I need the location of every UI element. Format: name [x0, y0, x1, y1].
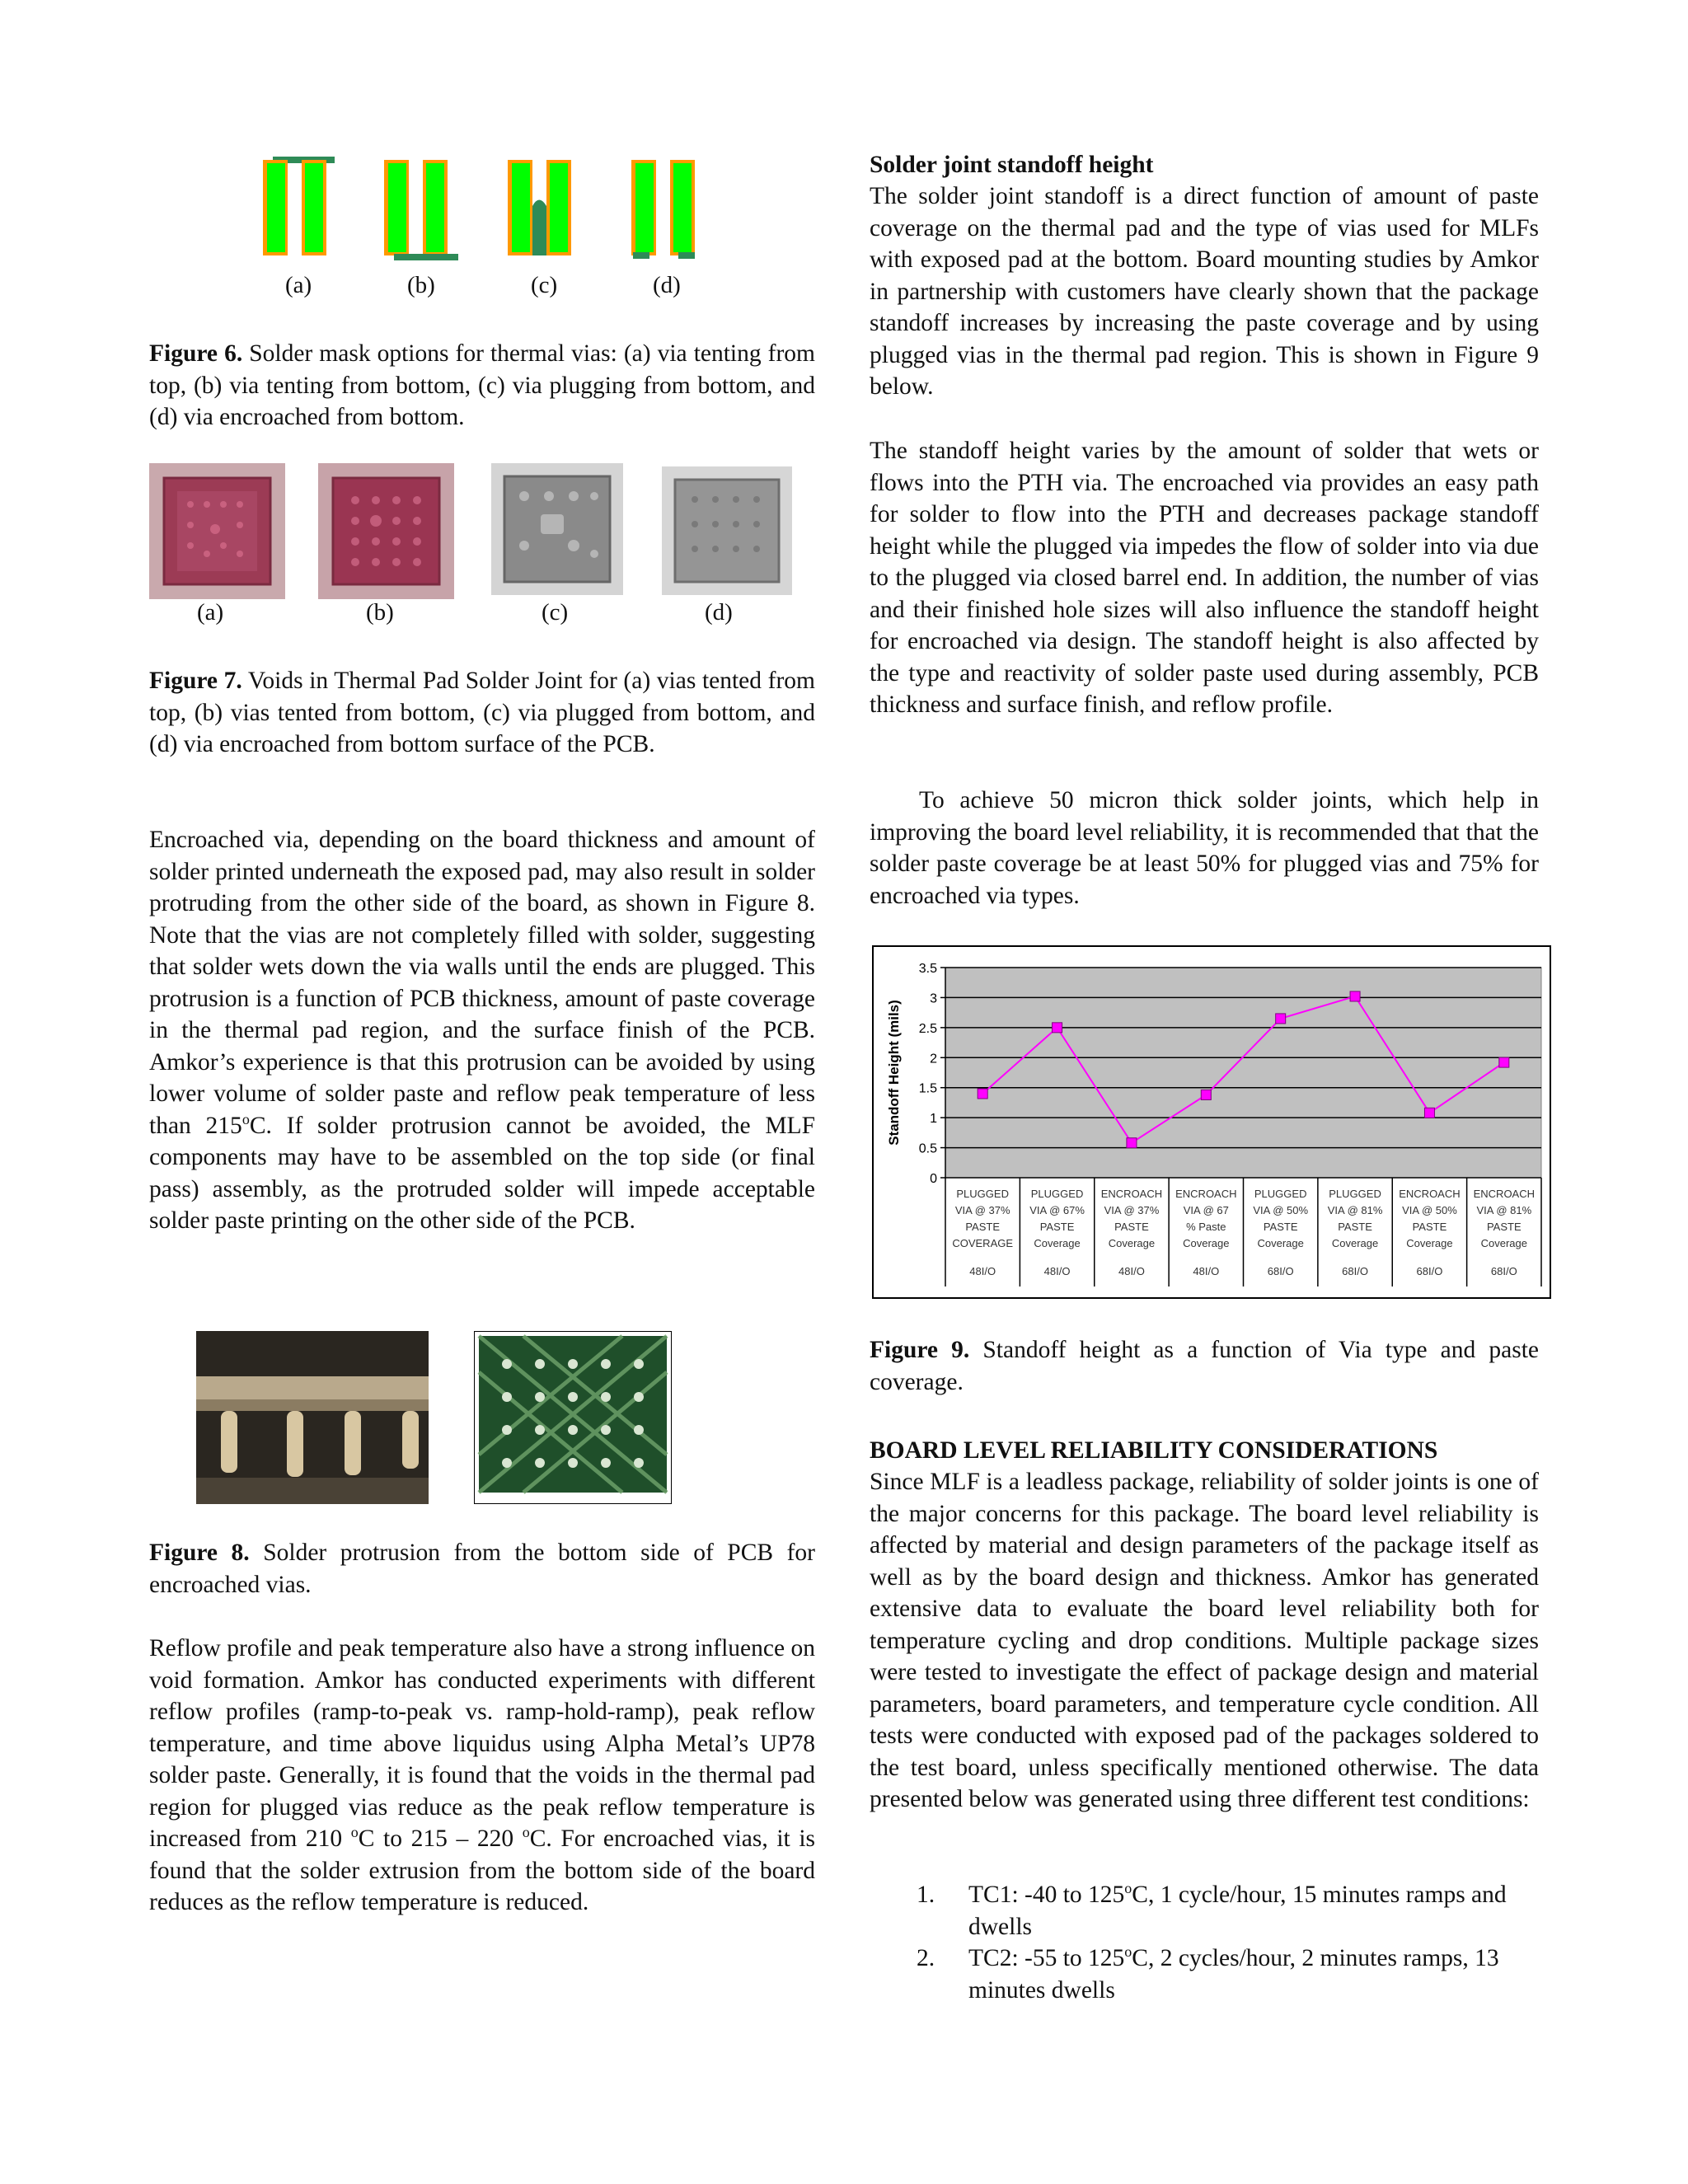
- category-label: ENCROACH: [1399, 1188, 1461, 1200]
- list-item: [870, 1943, 1539, 2006]
- data-point: [1276, 1014, 1286, 1024]
- y-tick-label: 2: [930, 1052, 937, 1066]
- category-label: VIA @ 67: [1183, 1204, 1229, 1216]
- figure7-void-photo-b: [318, 463, 454, 599]
- y-tick-label: 2.5: [918, 1021, 937, 1036]
- category-label: 68I/O: [1490, 1265, 1517, 1277]
- data-point: [1350, 991, 1360, 1001]
- data-point: [1201, 1090, 1211, 1099]
- figure7-caption: [149, 665, 815, 761]
- reflow-text-a: Reflow profile and peak temperature also have a strong influence on void formation. Amkor has conducted experiments with different reflow profiles (ramp-to-peak vs. ramp-hold-ramp), peak reflow temperature, and time above liquidus using Alpha Metal’s UP78 solder paste. Generally, it is found that the voids in the thermal pad region for plugged vias reduce as the peak reflow temperature is increased from 210: [149, 1635, 815, 1852]
- figure9-caption: [870, 1334, 1539, 1398]
- category-label: 48I/O: [1193, 1265, 1220, 1277]
- standoff-heading: Solder joint standoff height: [870, 152, 1154, 178]
- degree-sup: o: [1124, 1943, 1132, 1961]
- y-axis-label: Standoff Height (mils): [886, 1000, 902, 1146]
- category-label: VIA @ 67%: [1029, 1204, 1085, 1216]
- degree-sup: o: [1124, 1880, 1132, 1897]
- category-label: PASTE: [965, 1221, 1001, 1233]
- standoff-paragraph-1: The solder joint standoff is a direct function of amount of paste coverage on the thermal pad and the type of vias used for MLFs with exposed pad at the bottom. Board mounting studies by Amkor in partnership with customers have clearly shown that the package standoff increases by increasing the paste coverage and by using plugged vias in the thermal pad region. This is shown in Figure 9 below.: [870, 183, 1539, 400]
- figure8-bottom-view-photo: [474, 1331, 672, 1504]
- category-label: 48I/O: [1118, 1265, 1145, 1277]
- figure9-chart: [872, 945, 1551, 1299]
- fig6-label-b: (b): [407, 272, 435, 298]
- encroached-via-text: Encroached via, depending on the board thickness and amount of solder printed underneath the exposed pad, may also result in solder protruding from the other side of the board, as shown in Figure 8. Note that the vias are not completely filled with solder, suggesting that solder wets down the via walls until the ends are plugged. This protrusion is a function of PCB thickness, amount of paste coverage in the thermal pad region, and the surface finish of the PCB. Amkor’s experience is that this protrusion can be avoided by using lower volume of solder paste and reflow peak temperature of less than 215: [149, 827, 815, 1139]
- list-number: 2.: [917, 1945, 935, 1971]
- category-label: PASTE: [1338, 1221, 1372, 1233]
- category-label: Coverage: [1480, 1237, 1527, 1249]
- category-label: VIA @ 81%: [1327, 1204, 1383, 1216]
- category-label: ENCROACH: [1473, 1188, 1536, 1200]
- list-item: [870, 1879, 1539, 1943]
- via-plugged-bottom: [508, 160, 571, 255]
- list-text: TC1: -40 to 125: [968, 1882, 1125, 1908]
- via-tented-top: [263, 157, 335, 255]
- y-tick-label: 0: [930, 1172, 937, 1186]
- figure7-void-photo-d: [662, 466, 792, 595]
- plot-area: [945, 968, 1541, 1178]
- category-label: 48I/O: [969, 1265, 996, 1277]
- figure7-void-photo-c: [491, 463, 623, 595]
- y-tick-label: 0.5: [918, 1141, 937, 1156]
- fig7-label-c: (c): [542, 599, 569, 626]
- figure9-caption-text: Standoff height as a function of Via type and paste coverage.: [870, 1337, 1539, 1395]
- category-label: 68I/O: [1342, 1265, 1368, 1277]
- reflow-profile-paragraph: [149, 1633, 815, 1919]
- reflow-text-b: C to 215 – 220: [358, 1825, 523, 1852]
- encroached-via-text-end: C. If solder protrusion cannot be avoided, the MLF components may have to be assembled on the top side (or final pass) assembly, as the protruded solder will impede acceptable solder paste printing on the other side of the PCB.: [149, 1112, 815, 1234]
- category-label: Coverage: [1108, 1237, 1156, 1249]
- encroached-via-paragraph: [149, 824, 815, 1237]
- category-label: PLUGGED: [956, 1188, 1009, 1200]
- category-label: PLUGGED: [1030, 1188, 1084, 1200]
- category-label: VIA @ 37%: [954, 1204, 1010, 1216]
- category-label: PASTE: [1486, 1221, 1522, 1233]
- via-tented-bottom: [384, 160, 458, 260]
- figure6-caption-label: Figure 6.: [149, 340, 243, 367]
- category-label: PLUGGED: [1329, 1188, 1381, 1200]
- y-tick-label: 1.5: [918, 1081, 937, 1096]
- figure8-caption-text: Solder protrusion from the bottom side of PCB for encroached vias.: [149, 1540, 815, 1598]
- category-label: VIA @ 37%: [1104, 1204, 1160, 1216]
- data-point: [1053, 1023, 1062, 1033]
- category-label: Coverage: [1183, 1237, 1230, 1249]
- standoff-paragraph-2: The standoff height varies by the amount of solder that wets or flows into the PTH via. The encroached via provides an easy path for solder to flow into the PTH and decreases package standoff height while the plugged via impedes the flow of solder into via due to the plugged via closed barrel end. In addition, the number of vias and their finished hole sizes will also influence the standoff height for encroached via design. The standoff height is also affected by the type and reactivity of solder paste used during assembly, PCB thickness and surface finish, and reflow profile.: [870, 438, 1539, 718]
- category-label: % Paste: [1186, 1221, 1226, 1233]
- degree-sup: o: [350, 1824, 359, 1841]
- category-label: COVERAGE: [952, 1237, 1014, 1249]
- category-label: PASTE: [1039, 1221, 1075, 1233]
- figure7-caption-text: Voids in Thermal Pad Solder Joint for (a) vias tented from top, (b) vias tented from bottom, (c) via plugged from bottom, and (d) via encroached from bottom surface of the PCB.: [149, 668, 816, 757]
- category-label: VIA @ 50%: [1402, 1204, 1457, 1216]
- fig7-label-a: (a): [197, 599, 224, 626]
- category-label: Coverage: [1406, 1237, 1453, 1249]
- fig7-label-b: (b): [366, 599, 394, 626]
- list-text-end: C, 1 cycle/hour, 15 minutes ramps and dwells: [968, 1882, 1507, 1940]
- fig6-label-a: (a): [285, 272, 312, 298]
- figure7-void-photo-a: [149, 463, 285, 599]
- figure6-caption: [149, 338, 815, 434]
- fig6-label-d: (d): [653, 272, 681, 298]
- figure9-caption-label: Figure 9.: [870, 1337, 970, 1363]
- category-label: ENCROACH: [1100, 1188, 1163, 1200]
- figure8-protrusion-photo: [196, 1331, 429, 1504]
- data-point: [1424, 1108, 1434, 1118]
- y-tick-label: 3: [930, 991, 937, 1006]
- degree-sup: o: [241, 1110, 250, 1127]
- category-label: Coverage: [1257, 1237, 1304, 1249]
- category-label: 68I/O: [1267, 1265, 1294, 1277]
- board-reliability-heading: BOARD LEVEL RELIABILITY CONSIDERATIONS: [870, 1437, 1438, 1464]
- category-label: PLUGGED: [1254, 1188, 1307, 1200]
- list-number: 1.: [917, 1882, 935, 1908]
- board-reliability-paragraph: Since MLF is a leadless package, reliability of solder joints is one of the major concerns for this package. The board level reliability is affected by material and design parameters of the package itself as well as by the board design and thickness. Amkor has generated extensive data to evaluate the board level reliability both for temperature cycling and drop conditions. Multiple package sizes were tested to investigate the effect of package design and material parameters, board parameters, and temperature cycle condition. All tests were conducted with exposed pad of the packages soldered to the test board, unless specifically mentioned otherwise. The data presented below was generated using three different test conditions:: [870, 1469, 1539, 1812]
- fig6-label-c: (c): [531, 272, 558, 298]
- standoff-height-chart: [874, 947, 1550, 1297]
- figure8-caption-label: Figure 8.: [149, 1540, 250, 1566]
- list-text-end: C, 2 cycles/hour, 2 minutes ramps, 13 minutes dwells: [968, 1945, 1499, 2004]
- category-label: Coverage: [1034, 1237, 1081, 1249]
- category-label: 48I/O: [1043, 1265, 1071, 1277]
- data-point: [1127, 1138, 1137, 1148]
- category-label: 68I/O: [1416, 1265, 1443, 1277]
- category-label: PASTE: [1412, 1221, 1447, 1233]
- figure6-caption-text: Solder mask options for thermal vias: (a) via tenting from top, (b) via tenting from bottom, (c) via plugging from bottom, and (d) via encroached from bottom.: [149, 340, 816, 430]
- figure6-via-diagram: [256, 148, 866, 264]
- y-tick-label: 3.5: [918, 962, 937, 976]
- category-label: PASTE: [1263, 1221, 1298, 1233]
- category-label: VIA @ 81%: [1476, 1204, 1532, 1216]
- reflow-text-c: C. For encroached vias, it is found that the solder extrusion from the bottom side of the board reduces as the reflow temperature is reduced.: [149, 1825, 815, 1915]
- degree-sup: o: [522, 1824, 530, 1841]
- figure8-caption: [149, 1537, 815, 1601]
- list-text: TC2: -55 to 125: [968, 1945, 1125, 1971]
- data-point: [978, 1089, 987, 1099]
- category-label: PASTE: [1114, 1221, 1149, 1233]
- data-point: [1499, 1057, 1509, 1067]
- via-encroached-bottom: [631, 160, 695, 259]
- category-label: ENCROACH: [1175, 1188, 1237, 1200]
- standoff-paragraph-3: To achieve 50 micron thick solder joints, which help in improving the board level reliability, it is recommended that that the solder paste coverage be at least 50% for plugged vias and 75% for encroached via types.: [870, 787, 1539, 909]
- test-conditions-list: [870, 1879, 1539, 2006]
- y-tick-label: 1: [930, 1112, 937, 1127]
- category-label: Coverage: [1331, 1237, 1379, 1249]
- fig7-label-d: (d): [705, 599, 733, 626]
- category-label: VIA @ 50%: [1253, 1204, 1309, 1216]
- figure7-caption-label: Figure 7.: [149, 668, 242, 694]
